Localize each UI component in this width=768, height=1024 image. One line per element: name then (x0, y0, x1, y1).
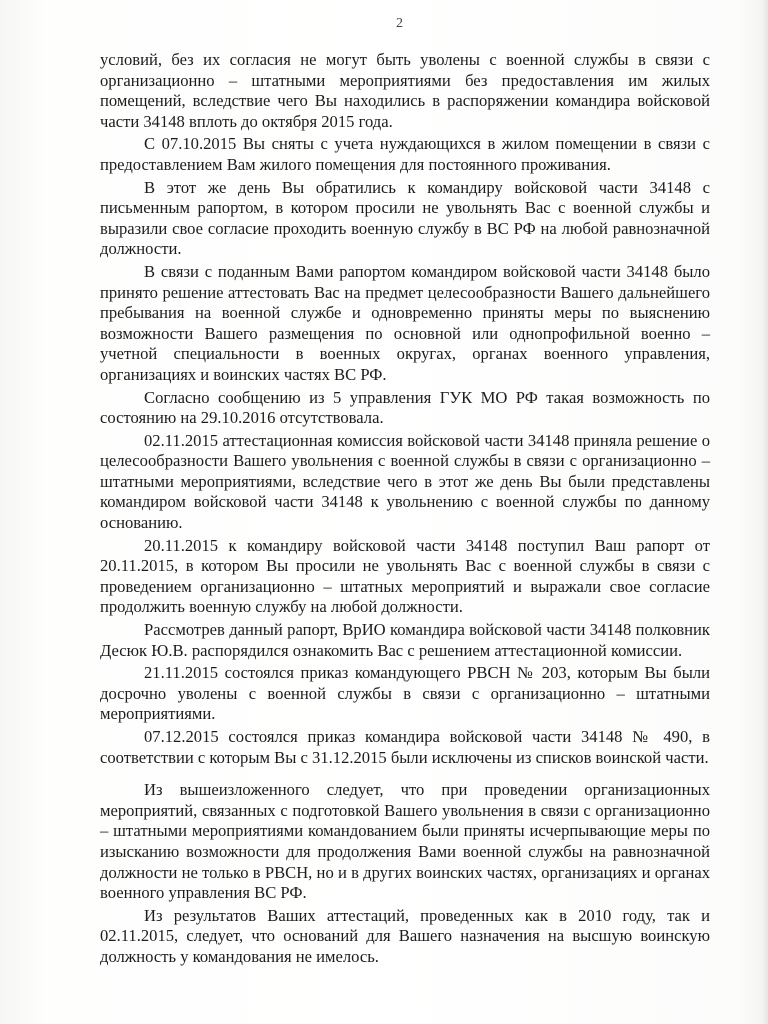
paragraph-5: Согласно сообщению из 5 управления ГУК МО РФ такая возможность по состоянию на 29.10.2016 отсутствовала. (100, 387, 710, 428)
paragraph-3: В этот же день Вы обратились к командиру войсковой части 34148 с письменным рапортом, в котором просили не увольнять Вас с военной службы и выразили свое согласие проходить военную службу в ВС РФ на любой равнозначной должности. (100, 177, 710, 259)
paragraph-7: 20.11.2015 к командиру войсковой части 34148 поступил Ваш рапорт от 20.11.2015, в котором Вы просили не увольнять Вас с военной службы в связи с проведением организационно – штатных мероприятий и выражали свое согласие продолжить военную службу на любой должности. (100, 535, 710, 617)
paragraph-8: Рассмотрев данный рапорт, ВрИО командира войсковой части 34148 полковник Десюк Ю.В. распорядился ознакомить Вас с решением аттестационной комиссии. (100, 620, 710, 660)
paragraph-9: 21.11.2015 состоялся приказ командующего РВСН № 203, которым Вы были досрочно уволены с военной службы в связи с организационно – штатными мероприятиями. (100, 663, 710, 724)
letter-body (100, 50, 710, 970)
page-number: 2 (396, 16, 403, 31)
paragraph-12: Из результатов Ваших аттестаций, проведенных как в 2010 году, так и 02.11.2015, следует, что оснований для Вашего назначения на высшую воинскую должность у командования не имелось. (100, 905, 710, 966)
paragraph-11: Из вышеизложенного следует, что при проведении организационных мероприятий, связанных с подготовкой Вашего увольнения в связи с организационно – штатными мероприятиями командованием были приняты исчерпывающие меры по изысканию возможности для продолжения Вами военной службы на равнозначной должности не только в РВСН, но и в других воинских частях, организациях и органах военного управления ВС РФ. (100, 780, 710, 903)
paragraph-6: 02.11.2015 аттестационная комиссия войсковой части 34148 приняла решение о целесообразности Вашего увольнения с военной службы в связи с организационно – штатными мероприятиями, вследствие чего в этот же день Вы были представлены командиром войсковой части 34148 к увольнению с военной службы по данному основанию. (100, 430, 710, 533)
paragraph-4: В связи с поданным Вами рапортом командиром войсковой части 34148 было принято решение аттестовать Вас на предмет целесообразности Вашего дальнейшего пребывания на военной службе и одновременно приняты меры по выяснению возможности Вашего размещения по основной или однопрофильной военно – учетной специальности в военных округах, органах военного управления, организациях и воинских частях ВС РФ. (100, 261, 710, 384)
scan-shadow-edge (762, 0, 768, 1024)
paragraph-1: условий, без их согласия не могут быть уволены с военной службы в связи с организационно – штатными мероприятиями без предоставления им жилых помещений, вследствие чего Вы находились в распоряжении командира войсковой части 34148 вплоть до октября 2015 года. (100, 50, 710, 131)
paragraph-2: С 07.10.2015 Вы сняты с учета нуждающихся в жилом помещении в связи с предоставлением Вам жилого помещения для постоянного проживания. (100, 134, 710, 174)
paragraph-10: 07.12.2015 состоялся приказ командира войсковой части 34148 № 490, в соответствии с которым Вы с 31.12.2015 были исключены из списков воинской части. (100, 727, 710, 767)
